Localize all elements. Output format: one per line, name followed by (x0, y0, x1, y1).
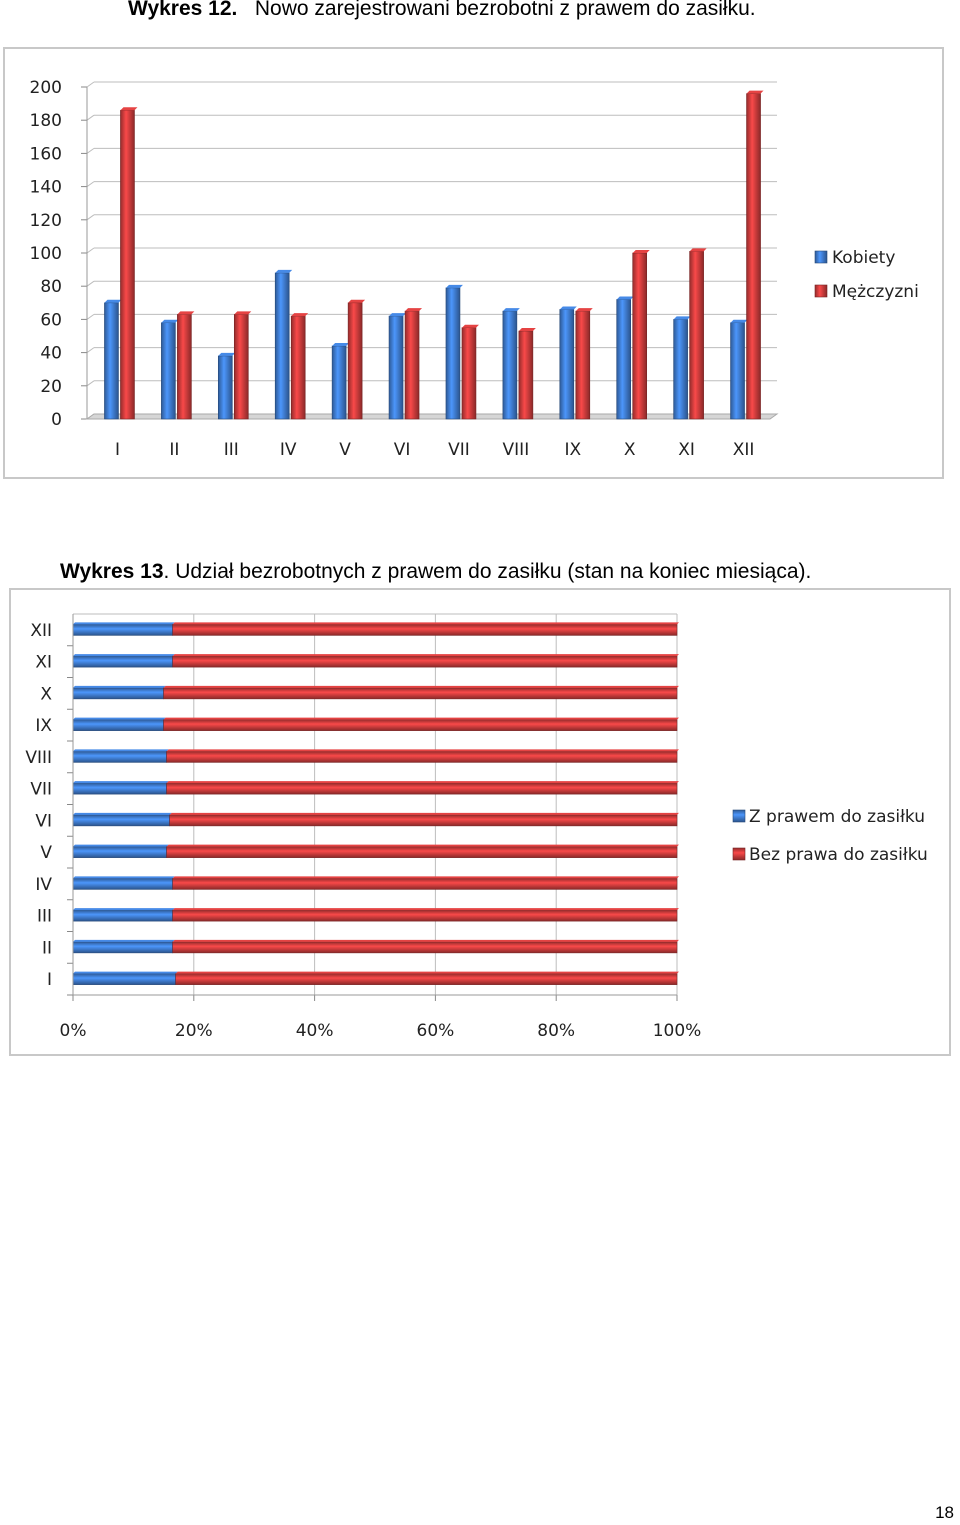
chart12-legend-label: Kobiety (832, 248, 896, 268)
chart12-y-tick-label: 60 (40, 310, 62, 331)
chart12-bar-mezczyzni (234, 314, 248, 419)
chart12-bar-top (275, 270, 292, 273)
chart13-x-tick-label: 20% (174, 1021, 213, 1041)
chart12-gridline-depth (87, 314, 94, 319)
chart12-x-tick-label: VIII (502, 440, 530, 460)
chart13-bar-bez-prawa (167, 783, 677, 794)
chart13-bar-z-prawem (73, 878, 173, 889)
chart13-y-tick-label: VIII (25, 747, 52, 768)
chart12-bar-top (177, 311, 194, 314)
chart12-bar-kobiety (161, 323, 175, 419)
chart12-x-tick-label: X (623, 440, 636, 460)
chart12-bar-mezczyzni (747, 94, 761, 419)
chart13-bar-top (173, 622, 679, 624)
chart13-bar-top (173, 876, 679, 878)
chart13-bar-z-prawem (73, 751, 167, 762)
chart12-legend-swatch (815, 285, 827, 297)
chart12-bar-top (560, 306, 577, 309)
chart12-bar-kobiety (674, 319, 688, 419)
chart13-legend-swatch (733, 848, 745, 860)
chart12-bar-kobiety (617, 299, 631, 419)
chart12-y-tick-label: 200 (29, 78, 62, 98)
chart13-bar-z-prawem (73, 656, 173, 667)
chart12-y-tick-label: 160 (29, 144, 62, 165)
chart12-y-tick-label: 40 (40, 343, 62, 364)
chart12-bar-mezczyzni (120, 110, 134, 419)
chart12-bar-mezczyzni (519, 331, 533, 419)
chart12-bar-kobiety (446, 288, 460, 419)
chart13-caption-text: . Udział bezrobotnych z prawem do zasiłku (stan na koniec miesiąca). (163, 560, 812, 583)
chart13-legend-swatch (733, 810, 745, 822)
chart13-bar-top (164, 686, 679, 688)
chart12-bar-top (348, 300, 365, 303)
chart12-svg (5, 49, 946, 481)
chart13-y-tick-label: II (41, 938, 52, 959)
chart12-bar-top (747, 91, 764, 94)
chart12-bar-kobiety (503, 311, 517, 419)
chart12-x-tick-label: XI (678, 440, 695, 460)
chart13-bar-z-prawem (73, 942, 173, 953)
chart13-y-tick-label: IX (35, 716, 52, 737)
chart13-bar-top (167, 749, 679, 751)
chart12-legend-label: Mężczyzni (832, 282, 919, 302)
chart12-gridline-depth (87, 148, 94, 153)
chart12-bar-top (633, 250, 650, 253)
chart12-bar-kobiety (332, 346, 346, 419)
chart12-bar-kobiety (104, 303, 118, 419)
chart12-bar-mezczyzni (690, 251, 704, 419)
chart13-legend-label: Bez prawa do zasiłku (749, 845, 928, 865)
chart13-bar-z-prawem (73, 910, 173, 921)
chart13-bar-top (176, 972, 679, 974)
chart12-bar-kobiety (218, 356, 232, 419)
chart13-bar-top (73, 876, 175, 878)
chart12-x-tick-label: IV (279, 440, 297, 460)
chart13-bar-z-prawem (73, 847, 167, 858)
chart13-bar-z-prawem (73, 815, 170, 826)
chart12-bar-top (389, 313, 406, 316)
chart13-bar-z-prawem (73, 783, 167, 794)
chart12-x-tick-label: III (223, 440, 239, 460)
chart13-svg (11, 590, 953, 1058)
chart12-y-tick-label: 100 (29, 244, 62, 264)
chart12-y-tick-label: 0 (51, 410, 62, 430)
chart13-bar-top (173, 654, 679, 656)
chart13-bar-top (73, 940, 175, 942)
chart13-y-tick-label: III (36, 906, 52, 927)
chart12-bar-mezczyzni (462, 328, 476, 419)
chart13-caption (60, 560, 811, 584)
chart12-gridline-depth (87, 182, 94, 187)
chart13-bar-top (73, 718, 166, 720)
chart13-bar-bez-prawa (173, 942, 677, 953)
chart13-caption-label: Wykres 13 (60, 560, 164, 583)
chart12-caption-label: Wykres 12. (128, 0, 238, 20)
chart13-bar-top (173, 908, 679, 910)
chart13-y-tick-label: IV (35, 874, 52, 895)
chart13-bar-top (173, 940, 679, 942)
chart13-x-tick-label: 100% (652, 1021, 702, 1041)
chart13-frame (9, 588, 951, 1056)
chart13-bar-bez-prawa (164, 720, 677, 731)
chart13-bar-top (73, 845, 169, 847)
chart13-bar-top (73, 686, 166, 688)
chart12-gridline-depth (87, 248, 94, 253)
chart13-bar-bez-prawa (173, 624, 677, 635)
chart12-bar-mezczyzni (576, 311, 590, 419)
chart12-bar-top (104, 300, 121, 303)
chart13-y-tick-label: I (46, 970, 52, 991)
chart13-bar-top (73, 972, 178, 974)
chart13-bar-bez-prawa (173, 878, 677, 889)
chart12-gridline-depth (87, 82, 94, 87)
chart12-y-tick-label: 20 (40, 376, 62, 397)
chart12-y-tick-label: 180 (29, 111, 62, 132)
chart12-bar-kobiety (731, 323, 745, 419)
chart13-bar-top (170, 813, 679, 815)
chart13-legend-label: Z prawem do zasiłku (749, 807, 926, 827)
chart12-bar-top (617, 296, 634, 299)
chart13-bar-bez-prawa (164, 688, 677, 699)
chart13-bar-top (167, 781, 679, 783)
chart13-y-tick-label: X (40, 684, 52, 705)
chart12-y-tick-label: 80 (40, 277, 62, 298)
chart13-bar-bez-prawa (173, 910, 677, 921)
chart13-bar-top (73, 622, 175, 624)
chart12-bar-top (291, 313, 308, 316)
chart13-bar-top (73, 908, 175, 910)
chart12-gridline-depth (87, 215, 94, 220)
chart13-x-tick-label: 0% (59, 1021, 87, 1041)
chart12-x-tick-label: I (114, 440, 120, 460)
chart12-caption (128, 0, 756, 21)
chart12-bar-mezczyzni (177, 314, 191, 419)
chart13-x-tick-label: 40% (295, 1021, 334, 1041)
chart12-bar-top (161, 320, 178, 323)
chart13-bar-top (167, 845, 679, 847)
chart12-bar-top (332, 343, 349, 346)
chart12-bar-kobiety (275, 273, 289, 419)
chart12-bar-top (462, 325, 479, 328)
chart13-bar-top (73, 654, 175, 656)
chart12-y-tick-label: 140 (29, 177, 62, 198)
chart13-bar-bez-prawa (167, 751, 677, 762)
chart12-gridline-depth (87, 381, 94, 386)
chart12-bar-top (731, 320, 748, 323)
chart12-bar-mezczyzni (291, 316, 305, 419)
chart13-bar-z-prawem (73, 720, 164, 731)
chart13-bar-z-prawem (73, 624, 173, 635)
chart12-bar-top (218, 353, 235, 356)
chart13-bar-top (164, 718, 679, 720)
chart12-x-tick-label: VII (448, 440, 470, 460)
chart12-frame (3, 47, 944, 479)
chart12-bar-top (446, 285, 463, 288)
chart12-bar-top (503, 308, 520, 311)
chart13-y-tick-label: XI (35, 652, 52, 673)
chart13-x-tick-label: 60% (416, 1021, 455, 1041)
chart12-bar-top (690, 248, 707, 251)
chart13-y-tick-label: XII (30, 620, 52, 641)
chart12-bar-top (234, 311, 251, 314)
chart12-x-tick-label: IX (564, 440, 582, 460)
chart12-gridline-depth (87, 115, 94, 120)
chart12-bar-top (576, 308, 593, 311)
chart12-bar-mezczyzni (348, 303, 362, 419)
chart12-bar-kobiety (389, 316, 403, 419)
chart12-legend-swatch (815, 251, 827, 263)
chart12-bar-kobiety (560, 309, 574, 419)
chart12-bar-top (519, 328, 536, 331)
chart13-x-tick-label: 80% (537, 1021, 576, 1041)
chart13-bar-top (73, 781, 169, 783)
chart12-gridline-depth (87, 281, 94, 286)
chart13-bar-bez-prawa (176, 974, 677, 985)
chart13-y-tick-label: VII (30, 779, 52, 800)
chart13-bar-z-prawem (73, 688, 164, 699)
chart12-bar-mezczyzni (405, 311, 419, 419)
page-number: 18 (935, 1503, 954, 1522)
chart12-bar-top (405, 308, 422, 311)
chart13-bar-top (73, 813, 172, 815)
chart12-bar-top (120, 107, 137, 110)
chart13-bar-bez-prawa (167, 847, 677, 858)
chart13-y-tick-label: V (40, 843, 52, 864)
chart12-x-tick-label: VI (393, 440, 411, 460)
chart12-caption-text: Nowo zarejestrowani bezrobotni z prawem do zasiłku. (254, 0, 756, 20)
chart12-bar-top (674, 316, 691, 319)
chart12-x-tick-label: V (339, 440, 351, 460)
chart12-y-tick-label: 120 (29, 210, 62, 231)
chart12-x-tick-label: II (169, 440, 180, 460)
chart12-bar-mezczyzni (633, 253, 647, 419)
chart13-bar-top (73, 749, 169, 751)
chart13-bar-z-prawem (73, 974, 176, 985)
chart13-y-tick-label: VI (35, 811, 52, 832)
chart13-bar-bez-prawa (173, 656, 677, 667)
chart12-x-tick-label: XII (732, 440, 755, 460)
chart13-bar-bez-prawa (170, 815, 677, 826)
chart12-gridline-depth (87, 348, 94, 353)
